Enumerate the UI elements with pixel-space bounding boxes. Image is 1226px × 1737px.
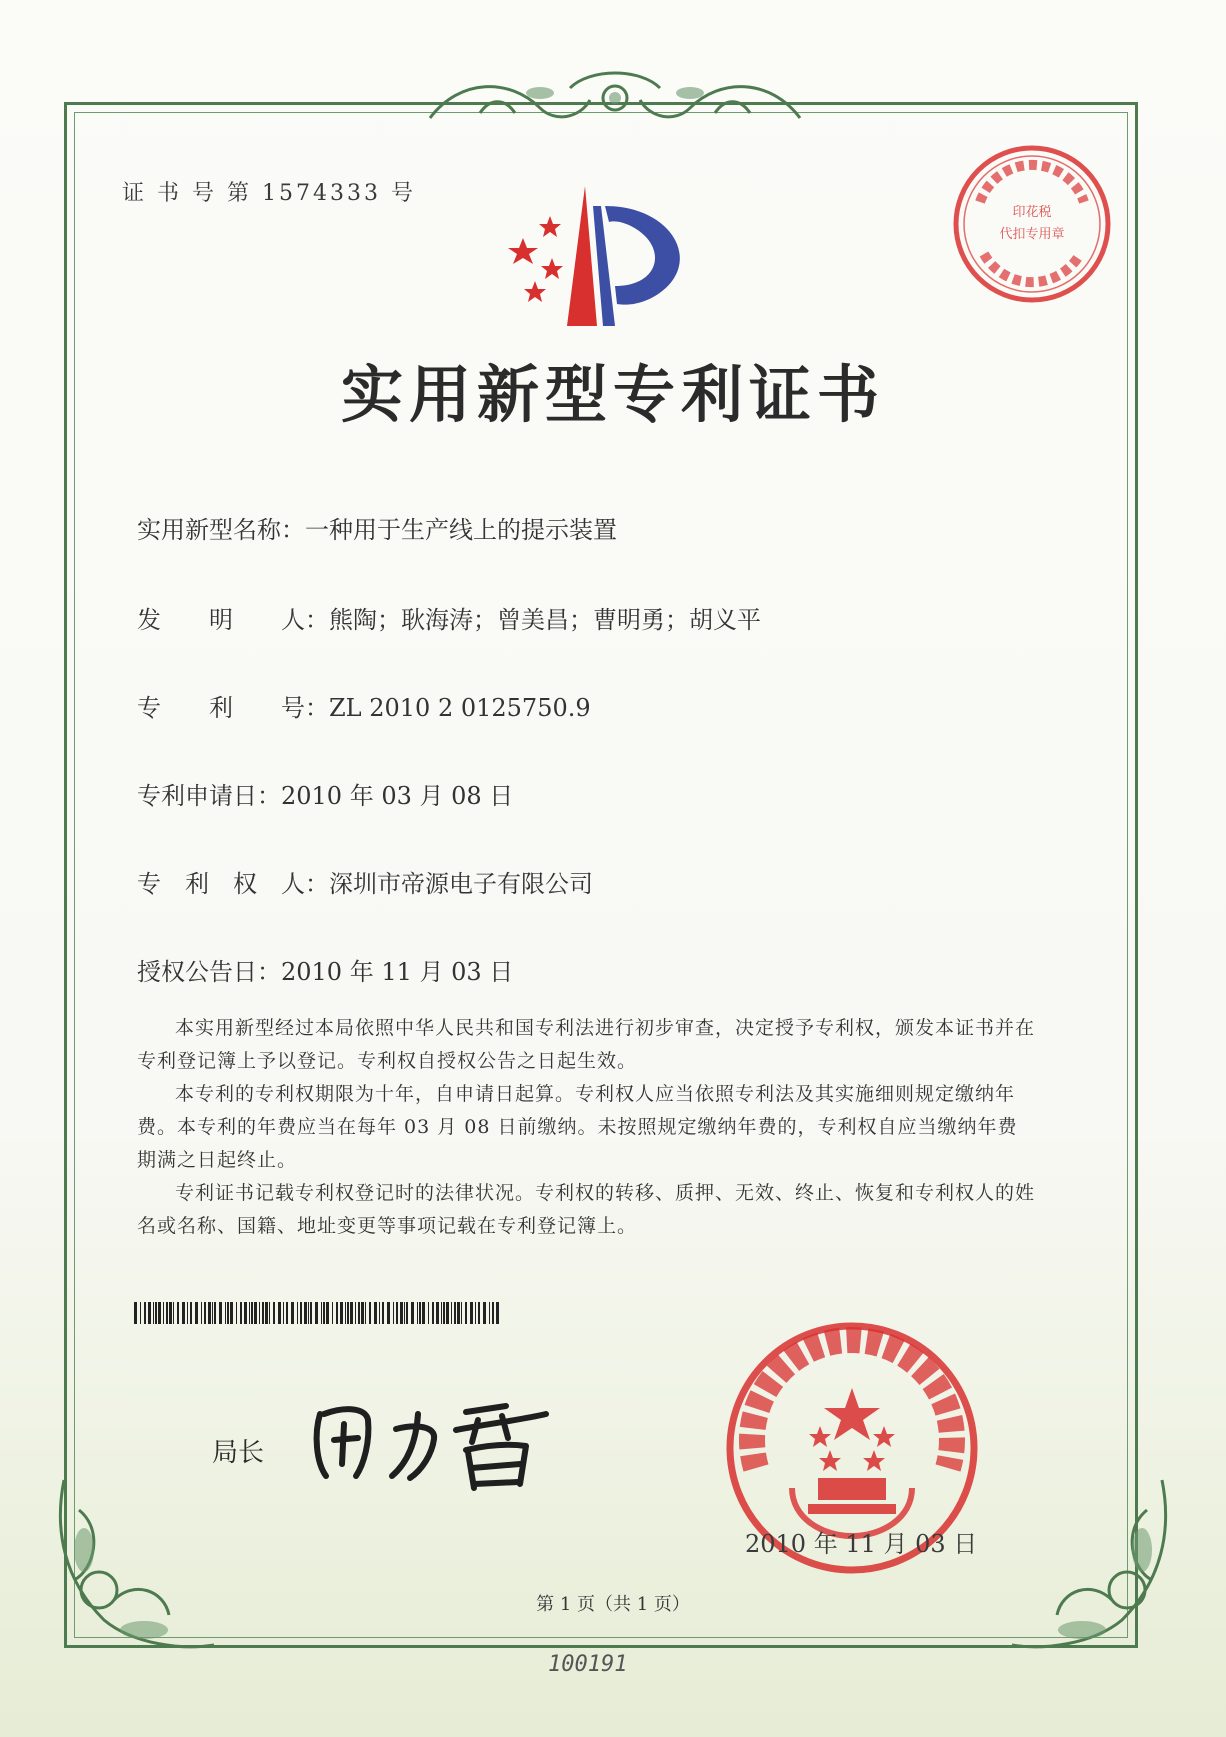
tax-stamp-seal <box>950 142 1114 306</box>
field-utility-model-name <box>137 510 617 545</box>
barcode <box>134 1302 504 1324</box>
field-label: 专 利 号： <box>137 694 329 722</box>
body-paragraph: 本实用新型经过本局依照中华人民共和国专利法进行初步审查，决定授予专利权，颁发本证书并在专利登记簿上予以登记。专利权自授权公告之日起生效。 <box>137 1017 1036 1072</box>
certificate-number: 证 书 号 第 1574333 号 <box>122 181 416 206</box>
handwritten-note: 100191 <box>548 1652 628 1677</box>
seal-date: 2010 年 11 月 03 日 <box>745 1530 978 1558</box>
field-value: ZL 2010 2 0125750.9 <box>329 694 591 722</box>
field-application-date <box>137 776 513 811</box>
field-label: 专利申请日： <box>137 782 281 810</box>
field-value: 熊陶；耿海涛；曾美昌；曹明勇；胡义平 <box>329 606 761 634</box>
field-value: 深圳市帝源电子有限公司 <box>329 870 593 898</box>
body-paragraph: 专利证书记载专利权登记时的法律状况。专利权的转移、质押、无效、终止、恢复和专利权人的姓名或名称、国籍、地址变更等事项记载在专利登记簿上。 <box>137 1182 1036 1237</box>
top-ornament <box>420 68 810 130</box>
field-patent-number <box>137 688 591 723</box>
field-label: 授权公告日： <box>137 958 281 986</box>
director-label: 局长 <box>212 1438 265 1468</box>
body-paragraph: 本专利的专利权期限为十年，自申请日起算。专利权人应当依照专利法及其实施细则规定缴纳年费。本专利的年费应当在每年 03 月 08 日前缴纳。未按照规定缴纳年费的，专利权自应当缴纳年费期满之日起终止。 <box>137 1083 1018 1171</box>
field-label: 发 明 人： <box>137 606 329 634</box>
svg-text:代扣专用章: 代扣专用章 <box>999 227 1065 242</box>
page-number: 第 1 页（共 1 页） <box>536 1594 690 1615</box>
certificate-body <box>137 1012 1037 1243</box>
field-value: 2010 年 11 月 03 日 <box>281 958 514 986</box>
field-label: 实用新型名称： <box>137 516 305 544</box>
field-grant-date <box>137 952 513 987</box>
bottom-left-ornament <box>44 1470 224 1660</box>
bottom-right-ornament <box>1002 1470 1182 1660</box>
field-label: 专 利 权 人： <box>137 870 329 898</box>
field-value: 一种用于生产线上的提示装置 <box>305 516 617 544</box>
patent-office-logo <box>505 186 705 336</box>
field-patentee <box>137 864 593 899</box>
director-signature <box>306 1384 556 1494</box>
svg-text:印花税: 印花税 <box>1012 205 1052 220</box>
certificate-title: 实用新型专利证书 <box>340 358 885 431</box>
field-inventors <box>137 600 761 635</box>
field-value: 2010 年 03 月 08 日 <box>281 782 514 810</box>
